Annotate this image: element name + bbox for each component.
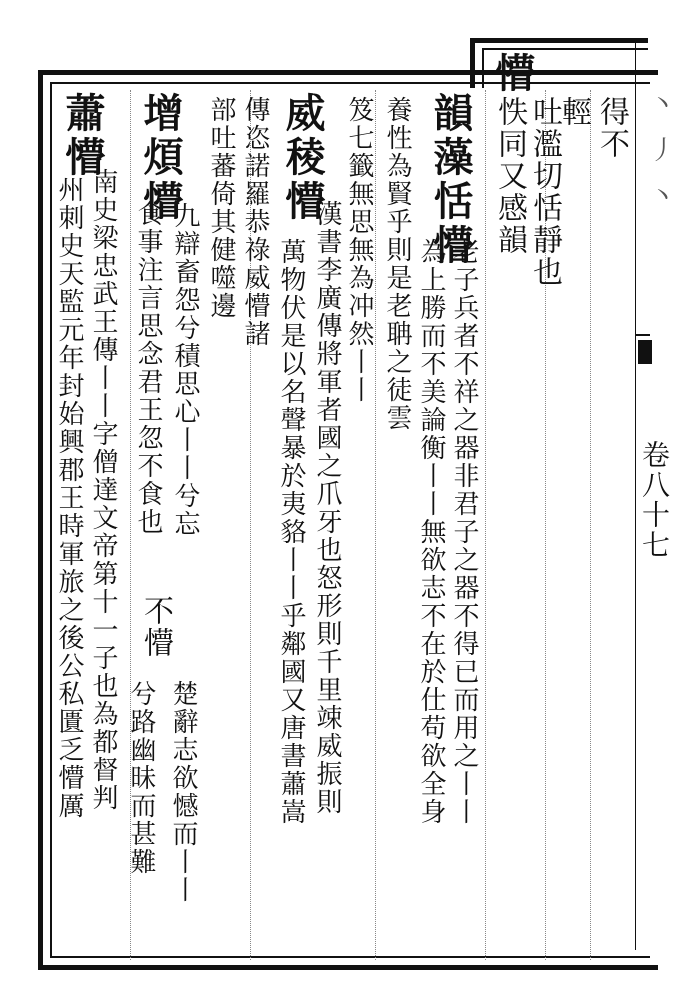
text-column-5: 老子兵者不祥之器非君子之器不得已而用之丨丨 [449,238,479,826]
text-column-14b: 不懵 [138,595,173,659]
text-column-14c: 楚辭志欲憾而丨丨 [168,680,198,904]
entry-heading-weileng: 威稜懵 [279,92,326,224]
entry-heading-zengfan: 增煩懵 [137,92,184,224]
header-box-left [470,38,475,88]
fish-tail-line [636,334,650,336]
text-column-3: 吐濫切恬靜也 [527,96,562,288]
text-column-2: 輕 [556,96,591,128]
entry-heading-yunzao: 韻藻恬懵 [427,92,474,268]
text-column-7: 養性為賢乎則是老聃之徒雲 [382,96,412,432]
column-guide [485,90,486,960]
volume-label: 卷八十七 [638,440,671,560]
text-column-14a: 食事注言思念君王忽不食也 [133,200,163,536]
column-guide [590,90,591,960]
text-column-8: 笈七籤無思無為冲然丨丨 [344,96,374,404]
text-column-15: 兮路幽昧而甚難 [126,680,156,876]
text-column-11: 傳恣諾羅恭祿威懵諸 [240,96,270,348]
text-column-16: 南史梁忠武王傳丨丨字僧達文帝第十一子也為都督判 [88,168,118,812]
text-column-10: 萬物伏是以名聲暴於夷貉丨丨乎鄰國又唐書蕭嵩 [276,238,306,826]
header-box-top [470,38,648,43]
text-column-9: 漢書李廣傳將軍者國之爪牙也怒形則千里竦威振則 [312,200,342,816]
entry-heading-xiao: 蕭懵 [59,92,106,180]
text-column-6: 為上勝而不美論衡丨丨無欲志不在於仕苟欲全身 [416,238,446,826]
text-column-13: 九辯畜怨兮積思心丨丨兮忘 [170,202,200,538]
margin-rule [635,40,636,950]
header-box-inner-left [482,48,484,88]
text-column-4: 怢同又感韻 [492,96,527,256]
header-term: 懵 [489,52,536,96]
text-column-1: 得不 [594,96,629,160]
header-box-inner-top [482,48,648,50]
text-column-12: 部吐蕃倚其健噬邊 [206,96,236,320]
margin-marks: 丶丿丶 [645,90,675,228]
fish-tail-mark [638,340,652,364]
column-guide [375,90,376,960]
text-column-17: 州刺史天監元年封始興郡王時軍旅之後公私匱乏懵厲 [54,176,84,820]
